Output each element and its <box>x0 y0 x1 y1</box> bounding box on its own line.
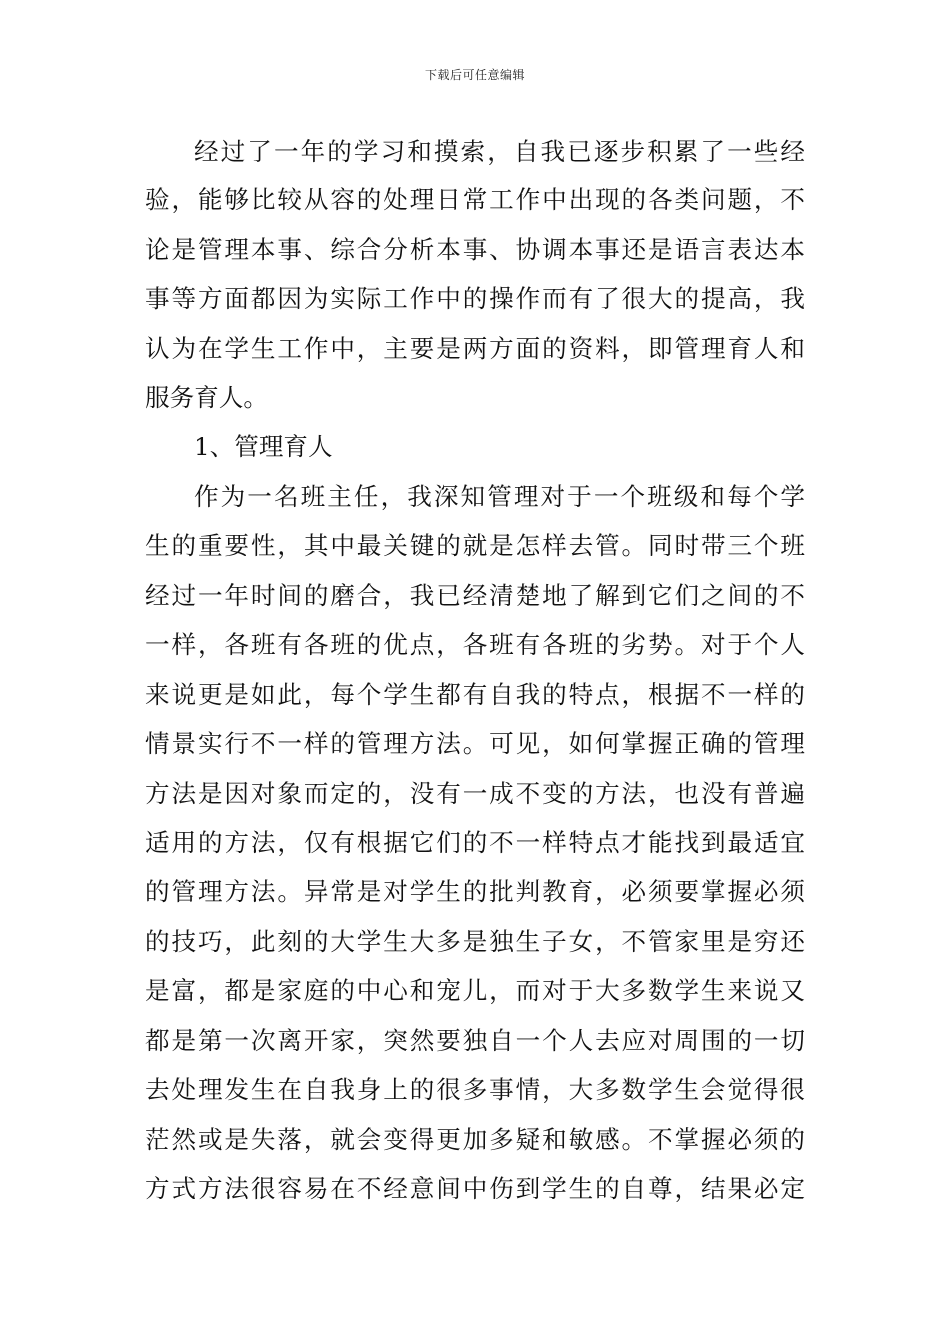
section-heading: 1、管理育人 <box>194 432 333 461</box>
paragraph-line: 茫然或是失落，就会变得更加多疑和敏感。不掌握必须的 <box>145 1125 805 1154</box>
page-header: 下载后可任意编辑 <box>424 68 525 82</box>
paragraph-line: 的技巧，此刻的大学生大多是独生子女，不管家里是穷还 <box>145 927 805 956</box>
paragraph-line: 去处理发生在自我身上的很多事情，大多数学生会觉得很 <box>145 1075 805 1104</box>
paragraph-line: 论是管理本事、综合分析本事、协调本事还是语言表达本 <box>145 235 805 264</box>
paragraph-line: 一样，各班有各班的优点，各班有各班的劣势。对于个人 <box>145 630 805 659</box>
paragraph-line: 适用的方法，仅有根据它们的不一样特点才能找到最适宜 <box>145 828 805 857</box>
paragraph-line: 生的重要性，其中最关键的就是怎样去管。同时带三个班 <box>145 531 805 560</box>
paragraph-line: 验，能够比较从容的处理日常工作中出现的各类问题，不 <box>145 185 805 214</box>
paragraph-line: 事等方面都因为实际工作中的操作而有了很大的提高，我 <box>145 284 805 313</box>
paragraph-line: 的管理方法。异常是对学生的批判教育，必须要掌握必须 <box>145 877 805 906</box>
paragraph-line: 经过一年时间的磨合，我已经清楚地了解到它们之间的不 <box>145 581 805 610</box>
paragraph-line: 情景实行不一样的管理方法。可见，如何掌握正确的管理 <box>145 729 805 758</box>
paragraph-line: 服务育人。 <box>145 383 268 412</box>
paragraph-line: 认为在学生工作中，主要是两方面的资料，即管理育人和 <box>145 334 805 363</box>
paragraph-line: 方法是因对象而定的，没有一成不变的方法，也没有普遍 <box>145 779 805 808</box>
paragraph-line: 都是第一次离开家，突然要独自一个人去应对周围的一切 <box>145 1026 805 1055</box>
paragraph-line: 作为一名班主任，我深知管理对于一个班级和每个学 <box>194 482 805 511</box>
paragraph-line: 方式方法很容易在不经意间中伤到学生的自尊，结果必定 <box>145 1174 805 1203</box>
paragraph-line: 来说更是如此，每个学生都有自我的特点，根据不一样的 <box>145 680 805 709</box>
paragraph-line: 经过了一年的学习和摸索，自我已逐步积累了一些经 <box>194 137 805 166</box>
paragraph-line: 是富，都是家庭的中心和宠儿，而对于大多数学生来说又 <box>145 976 805 1005</box>
